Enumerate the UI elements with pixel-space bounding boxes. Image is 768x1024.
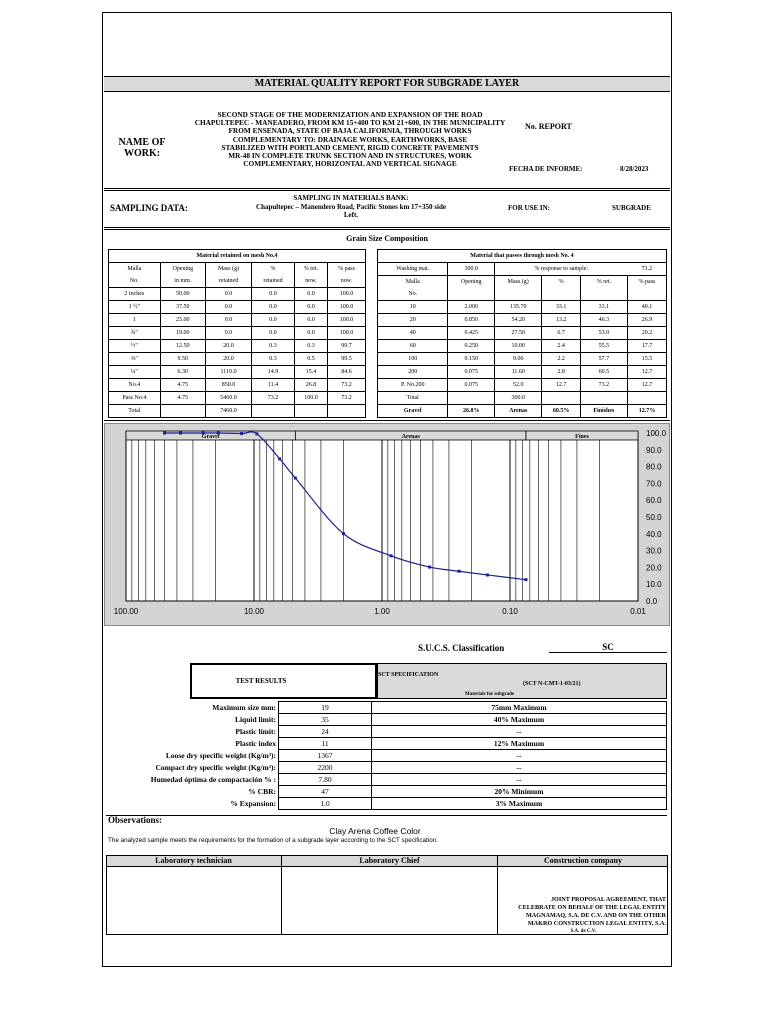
sucs-value: SC <box>549 642 667 653</box>
test-result-row <box>104 726 667 738</box>
column-header <box>580 288 627 301</box>
column-header: No. <box>109 275 161 288</box>
data-point <box>202 432 205 435</box>
table-row <box>109 327 366 340</box>
table-cell: 850.0 <box>205 379 251 392</box>
table-cell: ⅜" <box>109 353 161 366</box>
y-tick-label: 0.0 <box>646 597 658 606</box>
test-result-row <box>104 762 667 774</box>
table-cell: 2.000 <box>448 301 495 314</box>
table-cell: 100.0 <box>328 301 366 314</box>
table-cell: 46.3 <box>580 314 627 327</box>
table-cell: Total <box>378 392 448 405</box>
data-point <box>390 554 393 557</box>
table-row <box>378 353 667 366</box>
table-cell: 15.4 <box>294 366 327 379</box>
test-name: Loose dry specific weight (Kg/m³): <box>104 750 279 762</box>
table-row <box>109 405 366 418</box>
sct-spec-code: (SCT N-CMT-1-03/21) <box>523 681 581 687</box>
table-cell: 17.7 <box>627 340 666 353</box>
table-cell: 55.5 <box>580 340 627 353</box>
grain-title: Grain Size Composition <box>346 234 428 243</box>
table-cell: 14.9 <box>252 366 295 379</box>
table-cell: 0.0 <box>205 301 251 314</box>
table-cell <box>542 392 580 405</box>
table-cell: 73.2 <box>328 392 366 405</box>
table-cell: 20.0 <box>205 353 251 366</box>
table-cell: 20 <box>378 314 448 327</box>
table-cell <box>627 392 666 405</box>
table-cell: 33.1 <box>542 301 580 314</box>
table-row <box>109 314 366 327</box>
table-cell: 0.0 <box>252 288 295 301</box>
table-cell: 12.7 <box>542 379 580 392</box>
test-result-row <box>104 702 667 714</box>
zone-label: Fines <box>575 434 589 440</box>
table-cell: 0.0 <box>252 301 295 314</box>
passing-table-title: Material that passes through mesh No. 4 <box>378 250 667 263</box>
y-tick-label: 80.0 <box>646 462 662 472</box>
table-cell: 2.8 <box>542 366 580 379</box>
summary-cell: 26.8% <box>448 405 495 418</box>
table-cell: ½" <box>109 340 161 353</box>
test-name: Humedad óptima de compactación % : <box>104 774 279 786</box>
test-name: Liquid limit: <box>104 714 279 726</box>
table-cell: 100.0 <box>328 314 366 327</box>
work-description-line: FROM ENSENADA, STATE OF BAJA CALIFORNIA, THROUGH WORKS <box>228 126 472 136</box>
report-title: MATERIAL QUALITY REPORT FOR SUBGRADE LAYER <box>104 76 670 92</box>
table-cell: 11.4 <box>252 379 295 392</box>
table-cell <box>160 405 205 418</box>
company-line: S.A. de C.V. <box>570 929 596 934</box>
table-cell: 0.0 <box>294 288 327 301</box>
column-header: Opening <box>160 263 205 276</box>
table-cell: 12.7 <box>627 379 666 392</box>
column-header: retained <box>205 275 251 288</box>
x-tick-label: 0.01 <box>630 607 646 616</box>
table-cell: 12.7 <box>627 366 666 379</box>
y-tick-label: 90.0 <box>646 445 662 455</box>
table-cell: No.4 <box>109 379 161 392</box>
construction-company-label: Construction company <box>543 856 622 865</box>
table-cell: 200 <box>378 366 448 379</box>
report-date-label: FECHA DE INFORME: <box>509 165 583 173</box>
test-value: 35 <box>279 714 372 726</box>
test-value: 24 <box>279 726 372 738</box>
table-cell: 0.075 <box>448 379 495 392</box>
table-row <box>109 301 366 314</box>
column-header: now. <box>294 275 327 288</box>
table-cell: 54.20 <box>494 314 542 327</box>
table-cell: 0.150 <box>448 353 495 366</box>
sampling-bank: SAMPLING IN MATERIALS BANK: Chapultepec – Manendero Road, Pacific Stones km 17+350 side Left. <box>256 194 446 219</box>
table-row <box>378 314 667 327</box>
test-result-row <box>104 738 667 750</box>
test-results-table <box>104 701 667 810</box>
table-cell: 1 <box>109 314 161 327</box>
table-cell: 27.50 <box>494 327 542 340</box>
table-cell: 9.00 <box>494 353 542 366</box>
data-point <box>255 432 258 435</box>
table-cell: 1 ½" <box>109 301 161 314</box>
test-name: Plastic limit: <box>104 726 279 738</box>
table-cell: 10 <box>378 301 448 314</box>
column-header <box>448 288 495 301</box>
test-value: 2200 <box>279 762 372 774</box>
table-cell: ¾" <box>109 327 161 340</box>
table-cell: 15.5 <box>627 353 666 366</box>
report-date-value: 8/28/2023 <box>620 165 649 173</box>
column-header: retained <box>252 275 295 288</box>
test-spec: 20% Minimum <box>372 786 667 798</box>
test-spec: 3% Maximum <box>372 798 667 810</box>
table-cell: 9.50 <box>160 353 205 366</box>
test-result-row <box>104 714 667 726</box>
test-spec: 40% Maximum <box>372 714 667 726</box>
table-cell: 0.3 <box>252 353 295 366</box>
table-cell: 10.00 <box>494 340 542 353</box>
table-row <box>109 366 366 379</box>
table-row <box>109 392 366 405</box>
column-header <box>542 288 580 301</box>
x-tick-label: 100.00 <box>113 607 139 616</box>
column-header <box>627 288 666 301</box>
x-tick-label: 0.10 <box>502 607 518 616</box>
summary-cell: 60.5% <box>542 405 580 418</box>
table-cell: 37.50 <box>160 301 205 314</box>
table-cell: 20.2 <box>627 327 666 340</box>
y-tick-label: 20.0 <box>646 563 662 573</box>
y-tick-label: 30.0 <box>646 546 662 556</box>
table-cell: 0.425 <box>448 327 495 340</box>
retained-table <box>108 249 366 418</box>
y-tick-label: 40.0 <box>646 529 662 539</box>
table-cell: 0.0 <box>205 288 251 301</box>
response-value: 73.2 <box>627 263 666 276</box>
table-cell: 84.6 <box>328 366 366 379</box>
test-value: 19 <box>279 702 372 714</box>
x-tick-label: 10.00 <box>243 607 265 616</box>
test-result-row <box>104 750 667 762</box>
table-cell: 50.00 <box>160 288 205 301</box>
response-label: % response to sample: <box>494 263 627 276</box>
table-cell <box>580 392 627 405</box>
table-cell <box>294 405 327 418</box>
work-description-line: COMPLEMENTARY TO: DRAINAGE WORKS, EARTHWORKS, BASE <box>232 134 468 144</box>
column-header: % pass <box>627 276 666 289</box>
test-value: 47 <box>279 786 372 798</box>
table-cell: 100.0 <box>328 327 366 340</box>
column-header: No. <box>378 288 448 301</box>
table-cell: 100.0 <box>294 392 327 405</box>
table-cell: 25.00 <box>160 314 205 327</box>
table-cell: 0.3 <box>252 340 295 353</box>
company-line: MAGNAMAQ, S.A. DE C.V. AND ON THE OTHER <box>525 912 666 919</box>
washing-label: Washing mat. <box>378 263 448 276</box>
work-description <box>180 111 520 168</box>
y-tick-label: 70.0 <box>646 479 662 489</box>
table-cell: 2 inches <box>109 288 161 301</box>
table-cell: 0.0 <box>294 314 327 327</box>
passing-table <box>377 249 667 418</box>
sampling-label: SAMPLING DATA: <box>110 203 188 213</box>
table-cell: 5460.0 <box>205 392 251 405</box>
column-header: Malla <box>378 276 448 289</box>
table-cell: 11.60 <box>494 366 542 379</box>
table-cell: ¼" <box>109 366 161 379</box>
work-label: NAME OF WORK: <box>118 137 166 159</box>
column-header: % ret. <box>580 276 627 289</box>
test-value: 1.0 <box>279 798 372 810</box>
data-point <box>278 457 281 460</box>
zone-label: Arenas <box>401 434 420 440</box>
work-description-line: CHAPULTEPEC - MANEADERO, FROM KM 15+400 TO KM 21+600, IN THE MUNICIPALITY <box>194 118 506 128</box>
test-spec: 75mm Maximum <box>372 702 667 714</box>
data-point <box>342 532 345 535</box>
table-cell: 100.0 <box>328 288 366 301</box>
table-header-row <box>378 276 667 289</box>
column-header <box>494 288 542 301</box>
retained-table-title: Material retained on mesh No.4 <box>109 250 366 263</box>
washing-value: 300.0 <box>448 263 495 276</box>
column-header: Opening <box>448 276 495 289</box>
column-header: % <box>252 263 295 276</box>
table-cell: 57.7 <box>580 353 627 366</box>
table-cell: 100 <box>378 353 448 366</box>
table-cell: 2.4 <box>542 340 580 353</box>
for-use-value: SUBGRADE <box>612 204 651 212</box>
table-cell: 4.75 <box>160 392 205 405</box>
table-cell: 73.2 <box>252 392 295 405</box>
company-line: CELEBRATE ON BEHALF OF THE LEGAL ENTITY <box>518 904 666 911</box>
y-tick-label: 100.0 <box>646 429 667 438</box>
test-value: 7.80 <box>279 774 372 786</box>
column-header: now. <box>328 275 366 288</box>
table-cell: 53.0 <box>580 327 627 340</box>
signature-divider <box>281 855 282 935</box>
table-cell: 300.0 <box>494 392 542 405</box>
lab-chief-label: Laboratory Chief <box>359 856 420 865</box>
x-tick-label: 1.00 <box>374 607 390 616</box>
table-cell: 0.0 <box>205 327 251 340</box>
data-point <box>163 432 166 435</box>
table-cell: P. No.200 <box>378 379 448 392</box>
table-row <box>109 340 366 353</box>
table-cell: 73.2 <box>328 379 366 392</box>
test-results-title: TEST RESULTS <box>235 677 287 685</box>
table-cell: 13.2 <box>542 314 580 327</box>
zone-label: Gravel <box>201 434 220 440</box>
for-use-label: FOR USE IN: <box>508 204 551 212</box>
summary-cell: Arenas <box>494 405 542 418</box>
test-spec: -- <box>372 774 667 786</box>
column-header: Mass (g) <box>494 276 542 289</box>
table-cell: 0.0 <box>205 314 251 327</box>
data-point <box>294 477 297 480</box>
test-name: Maximum size mm: <box>104 702 279 714</box>
data-point <box>458 570 461 573</box>
table-cell: 0.0 <box>252 327 295 340</box>
table-cell: 0.3 <box>294 340 327 353</box>
test-result-row <box>104 786 667 798</box>
table-cell: 0.0 <box>252 314 295 327</box>
work-description-line: MR-48 IN COMPLETE TRUNK SECTION AND IN STRUCTURES, WORK <box>228 151 472 161</box>
test-value: 11 <box>279 738 372 750</box>
summary-cell: 12.7% <box>627 405 666 418</box>
work-description-line: STABILIZED WITH PORTLAND CEMENT, RIGID CONCRETE PAVEMENTS <box>221 142 479 152</box>
table-row <box>378 327 667 340</box>
table-cell: 2.2 <box>542 353 580 366</box>
table-row <box>378 301 667 314</box>
column-header: % pass <box>328 263 366 276</box>
work-description-line: SECOND STAGE OF THE MODERNIZATION AND EXPANSION OF THE ROAD <box>217 110 483 119</box>
table-cell: 4.75 <box>160 379 205 392</box>
test-name: % CBR: <box>104 786 279 798</box>
company-stamp <box>498 896 666 936</box>
table-cell: 40 <box>378 327 448 340</box>
observations-label: Observations: <box>108 815 162 825</box>
table-cell: 60 <box>378 340 448 353</box>
summary-cell: Finishes <box>580 405 627 418</box>
table-row <box>109 379 366 392</box>
no-report-label: No. REPORT <box>525 122 572 131</box>
table-cell: 60.5 <box>580 366 627 379</box>
sucs-label: S.U.C.S. Classification <box>418 643 505 653</box>
table-cell: 0.5 <box>294 353 327 366</box>
table-cell: 135.70 <box>494 301 542 314</box>
table-header-row <box>109 275 366 288</box>
table-cell: 26.9 <box>627 314 666 327</box>
table-cell: 0.0 <box>294 327 327 340</box>
observations-color: Clay Arena Coffee Color <box>329 826 421 836</box>
data-point <box>240 432 243 435</box>
table-row <box>378 379 667 392</box>
table-cell: Total <box>109 405 161 418</box>
table-row <box>378 340 667 353</box>
test-name: Plastic index <box>104 738 279 750</box>
column-header: Malla <box>109 263 161 276</box>
table-cell: 33.1 <box>580 301 627 314</box>
test-result-row <box>104 798 667 810</box>
column-header: % <box>542 276 580 289</box>
test-result-row <box>104 774 667 786</box>
company-line: JOINT PROPOSAL AGREEMENT, THAT <box>550 896 666 903</box>
column-header: Mass (g) <box>205 263 251 276</box>
table-cell: 0.0 <box>294 301 327 314</box>
y-tick-label: 60.0 <box>646 496 662 506</box>
table-row <box>378 366 667 379</box>
table-row <box>109 288 366 301</box>
test-spec: -- <box>372 762 667 774</box>
sct-spec-label: SCT SPECIFICATION <box>378 672 439 678</box>
sct-spec-materials: Materials for subgrade <box>465 692 515 697</box>
company-line: MAKRO CONSTRUCTION LEGAL ENTITY, S.A. <box>527 920 666 927</box>
column-header: % ret. <box>294 263 327 276</box>
table-cell: 19.00 <box>160 327 205 340</box>
test-spec: -- <box>372 750 667 762</box>
data-point <box>486 573 489 576</box>
sct-spec-header <box>377 663 667 699</box>
lab-technician-label: Laboratory technician <box>155 856 232 865</box>
test-name: Compact dry specific weight (Kg/m³): <box>104 762 279 774</box>
table-cell <box>448 392 495 405</box>
work-description-line: COMPLEMENTARY, HORIZONTAL AND VERTICAL SIGNAGE <box>243 159 457 169</box>
table-cell: 20.0 <box>205 340 251 353</box>
table-cell: 6.30 <box>160 366 205 379</box>
data-point <box>179 432 182 435</box>
table-cell: 12.50 <box>160 340 205 353</box>
table-header-row <box>378 288 667 301</box>
gradation-chart <box>104 423 670 626</box>
table-cell <box>328 405 366 418</box>
summary-cell: Gravel <box>378 405 448 418</box>
table-cell: 0.075 <box>448 366 495 379</box>
table-cell: 26.8 <box>294 379 327 392</box>
y-tick-label: 50.0 <box>646 513 662 522</box>
table-cell: 0.250 <box>448 340 495 353</box>
test-spec: -- <box>372 726 667 738</box>
table-cell: Pass No.4 <box>109 392 161 405</box>
summary-row <box>378 405 667 418</box>
table-header-row <box>109 263 366 276</box>
table-cell: 6.7 <box>542 327 580 340</box>
test-value: 1367 <box>279 750 372 762</box>
y-tick-label: 10.0 <box>646 580 662 590</box>
table-cell: 99.5 <box>328 353 366 366</box>
table-cell: 73.2 <box>580 379 627 392</box>
data-point <box>428 566 431 569</box>
table-cell: 52.0 <box>494 379 542 392</box>
test-spec: 12% Maximum <box>372 738 667 750</box>
table-row <box>109 353 366 366</box>
table-cell: 99.7 <box>328 340 366 353</box>
data-point <box>217 432 220 435</box>
table-cell: 40.1 <box>627 301 666 314</box>
table-row <box>378 392 667 405</box>
column-header: in mm. <box>160 275 205 288</box>
test-name: % Expansion: <box>104 798 279 810</box>
table-cell: 0.850 <box>448 314 495 327</box>
data-point <box>524 578 527 581</box>
table-cell: 7460.0 <box>205 405 251 418</box>
table-cell: 1110.0 <box>205 366 251 379</box>
observations-text: The analyzed sample meets the requirements for the formation of a subgrade layer according to the SCT specification. <box>108 837 438 844</box>
table-cell <box>252 405 295 418</box>
